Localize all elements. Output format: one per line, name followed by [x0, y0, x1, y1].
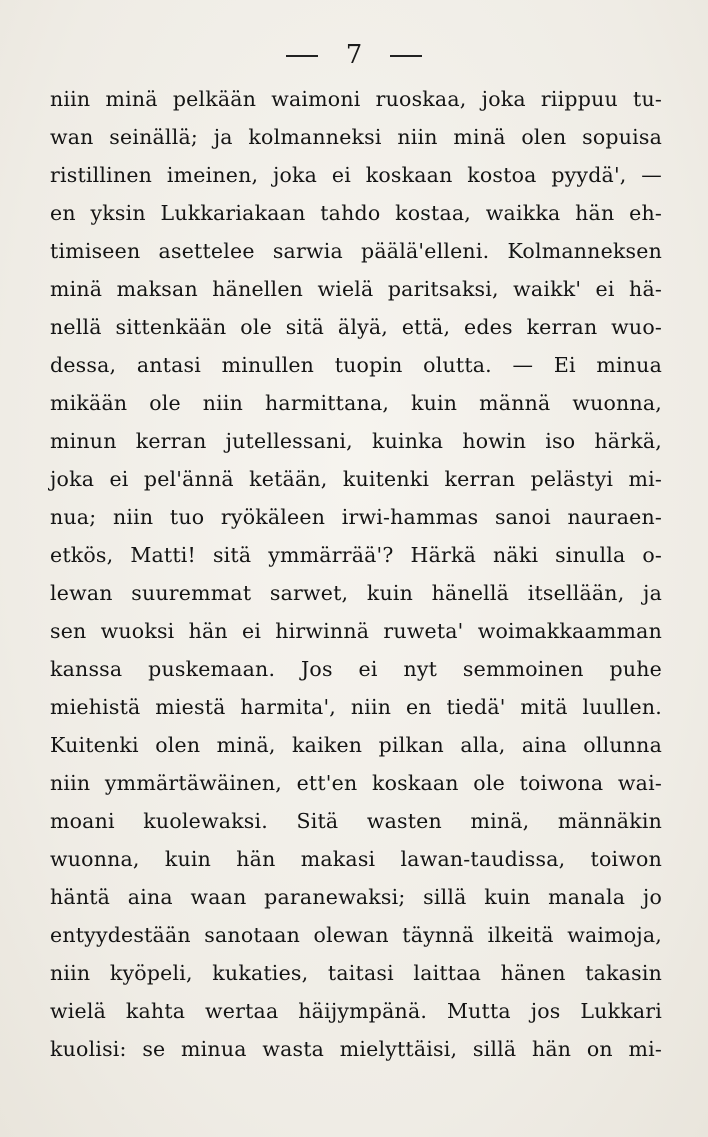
header-dash-left — [286, 55, 318, 57]
text-line: sen wuoksi hän ei hirwinnä ruweta' woimakkaamman — [50, 619, 662, 643]
text-line: wielä kahta wertaa häijympänä. Mutta jos Lukkari — [50, 999, 662, 1023]
page-number: 7 — [345, 40, 363, 70]
header-dash-right — [390, 55, 422, 57]
page-header — [0, 40, 708, 70]
text-line: mikään ole niin harmittana, kuin männä wuonna, — [50, 391, 662, 415]
text-line: häntä aina waan paranewaksi; sillä kuin manala jo — [50, 885, 662, 909]
text-line: minun kerran jutellessani, kuinka howin iso härkä, — [50, 429, 662, 453]
text-line: niin kyöpeli, kukaties, taitasi laittaa hänen takasin — [50, 961, 662, 985]
text-line: kanssa puskemaan. Jos ei nyt semmoinen puhe — [50, 657, 662, 681]
text-line: niin minä pelkään waimoni ruoskaa, joka riippuu tu- — [50, 87, 662, 111]
text-line: minä maksan hänellen wielä paritsaksi, waikk' ei hä- — [50, 277, 662, 301]
text-line: joka ei pel'ännä ketään, kuitenki kerran pelästyi mi- — [50, 467, 662, 491]
text-line: kuolisi: se minua wasta mielyttäisi, sillä hän on mi- — [50, 1037, 662, 1061]
text-line: nua; niin tuo ryökäleen irwi-hammas sanoi nauraen- — [50, 505, 662, 529]
text-line: wan seinällä; ja kolmanneksi niin minä olen sopuisa — [50, 125, 662, 149]
text-line: timiseen asettelee sarwia päälä'elleni. Kolmanneksen — [50, 239, 662, 263]
text-line: en yksin Lukkariakaan tahdo kostaa, waikka hän eh- — [50, 201, 662, 225]
text-line: wuonna, kuin hän makasi lawan-taudissa, toiwon — [50, 847, 662, 871]
text-line: Kuitenki olen minä, kaiken pilkan alla, aina ollunna — [50, 733, 662, 757]
text-line: entyydestään sanotaan olewan täynnä ilkeitä waimoja, — [50, 923, 662, 947]
text-line: ristillinen imeinen, joka ei koskaan kostoa pyydä', — — [50, 163, 662, 187]
page-body-text — [50, 80, 662, 1068]
text-line: dessa, antasi minullen tuopin olutta. — Ei minua — [50, 353, 662, 377]
text-line: etkös, Matti! sitä ymmärrää'? Härkä näki sinulla o- — [50, 543, 662, 567]
text-line: miehistä miestä harmita', niin en tiedä' mitä luullen. — [50, 695, 662, 719]
text-line: moani kuolewaksi. Sitä wasten minä, männäkin — [50, 809, 662, 833]
text-line: nellä sittenkään ole sitä älyä, että, edes kerran wuo- — [50, 315, 662, 339]
text-line: niin ymmärtäwäinen, ett'en koskaan ole toiwona wai- — [50, 771, 662, 795]
text-line: lewan suuremmat sarwet, kuin hänellä itsellään, ja — [50, 581, 662, 605]
